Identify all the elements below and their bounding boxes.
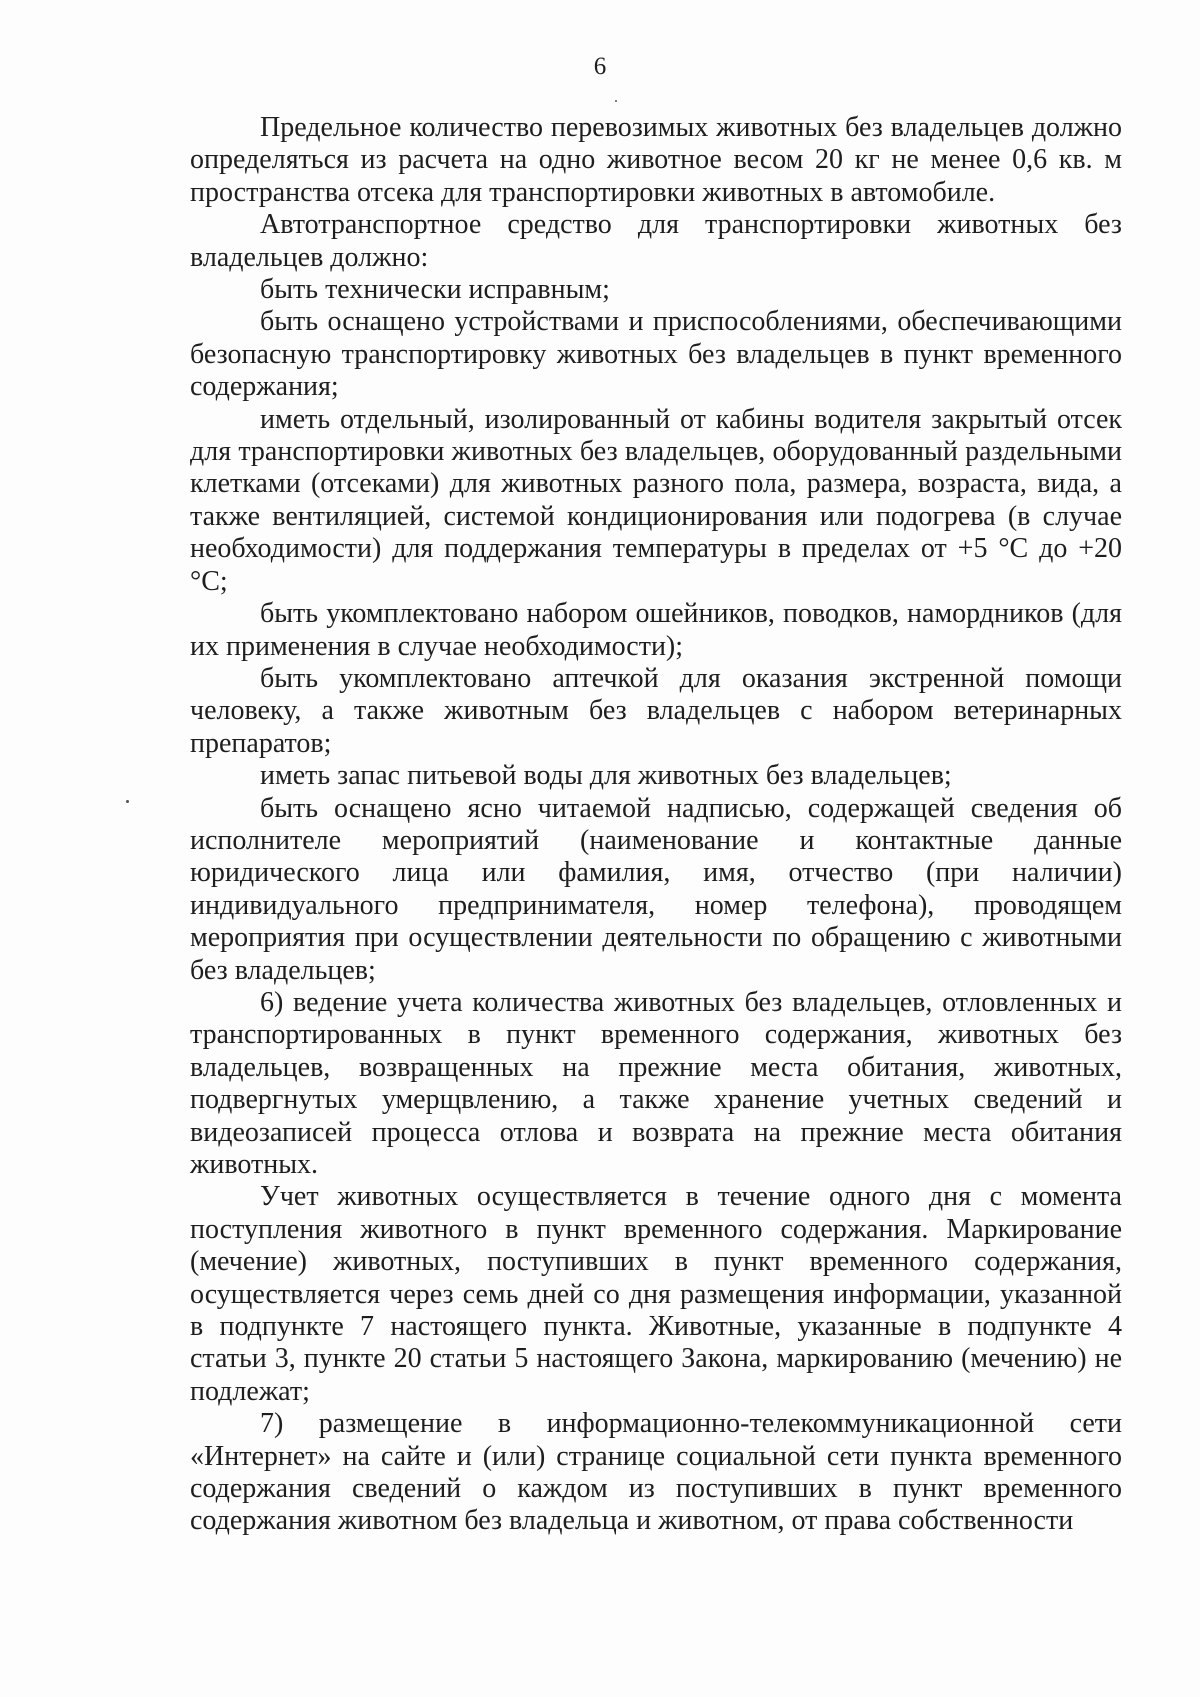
scan-speck xyxy=(126,800,129,803)
scan-speck xyxy=(615,100,617,102)
paragraph: Автотранспортное средство для транспортировки животных без владельцев должно: xyxy=(190,209,1122,273)
page-number: 6 xyxy=(593,53,607,80)
paragraph: 6) ведение учета количества животных без владельцев, отловленных и транспортированных в пункт временного содержания, животных без владельцев, возвращенных на прежние места обитания, животных, подвергнутых умерщвлению, а также хранение учетных сведений и видеозаписей процесса отлова и возврата на прежние места обитания животных. xyxy=(190,986,1122,1180)
paragraph: иметь отдельный, изолированный от кабины водителя закрытый отсек для транспортировки животных без владельцев, оборудованный раздельными клетками (отсеками) для животных разного пола, размера, возраста, вида, а также вентиляцией, системой кондиционирования или подогрева (в случае необходимости) для поддержания температуры в пределах от +5 °С до +20 °С; xyxy=(190,403,1122,597)
paragraph: Предельное количество перевозимых животных без владельцев должно определяться из расчета на одно животное весом 20 кг не менее 0,6 кв. м пространства отсека для транспортировки животных в автомобиле. xyxy=(190,112,1122,208)
paragraph: быть оснащено устройствами и приспособлениями, обеспечивающими безопасную транспортировку животных без владельцев в пункт временного содержания; xyxy=(190,306,1122,403)
paragraph: быть укомплектовано аптечкой для оказания экстренной помощи человеку, а также животным без владельцев с набором ветеринарных препаратов; xyxy=(190,662,1122,759)
paragraph: быть технически исправным; xyxy=(260,274,610,306)
paragraph: быть оснащено ясно читаемой надписью, содержащей сведения об исполнителе мероприятий (наименование и контактные данные юридического лица или фамилия, имя, отчество (при наличии) индивидуального предпринимателя, номер телефона), проводящем мероприятия при осуществлении деятельности по обращению с животными без владельцев; xyxy=(190,792,1122,986)
paragraph: Учет животных осуществляется в течение одного дня с момента поступления животного в пункт временного содержания. Маркирование (мечение) животных, поступивших в пункт временного содержания, осуществляется через семь дней со дня размещения информации, указанной в подпункте 7 настоящего пункта. Животные, указанные в подпункте 4 статьи 3, пункте 20 статьи 5 настоящего Закона, маркированию (мечению) не подлежат; xyxy=(190,1181,1122,1407)
paragraph: 7) размещение в информационно-телекоммуникационной сети «Интернет» на сайте и (или) странице социальной сети пункта временного содержания сведений о каждом из поступивших в пункт временного содержания животном без владельца и животном, от права собственности xyxy=(190,1408,1122,1537)
paragraph: иметь запас питьевой воды для животных без владельцев; xyxy=(260,760,952,792)
paragraph: быть укомплектовано набором ошейников, поводков, намордников (для их применения в случае необходимости); xyxy=(190,598,1122,662)
document-body xyxy=(190,112,1122,1538)
